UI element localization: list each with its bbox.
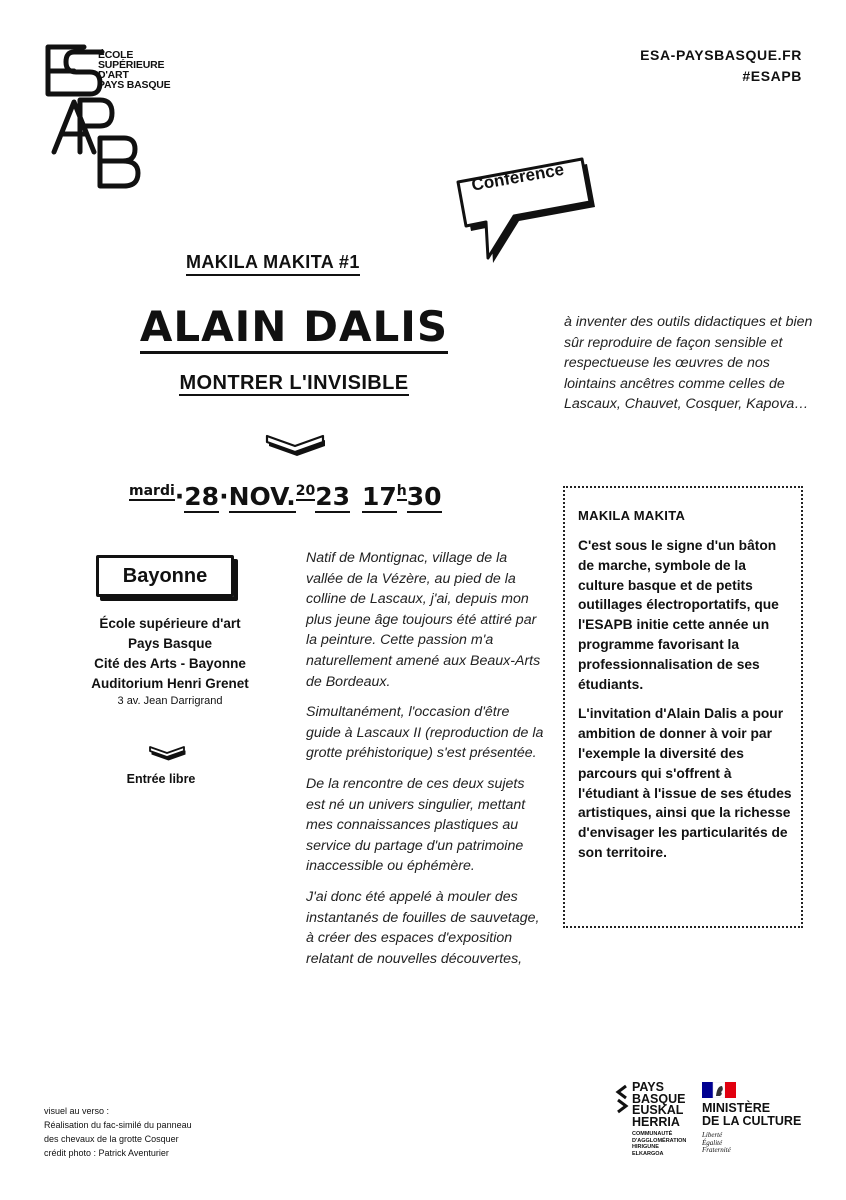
ministere-motto — [702, 1132, 731, 1155]
venue-line: Pays Basque — [127, 636, 213, 651]
date-month: NOV. — [228, 482, 296, 511]
program-title: MAKILA MAKITA — [578, 508, 686, 523]
credit-line: Réalisation du fac-similé du panneau — [44, 1120, 192, 1130]
talk-subtitle-text: MONTRER L'INVISIBLE — [179, 372, 409, 394]
school-name — [98, 50, 171, 90]
speaker-name — [124, 304, 464, 350]
partner-text: HERRIA — [632, 1114, 680, 1129]
time-hour: 17 — [361, 482, 397, 511]
time-separator: h — [396, 483, 407, 499]
partner-subtext: HIRIGUNE — [632, 1144, 659, 1150]
credit-line: visuel au verso : — [44, 1106, 110, 1116]
chevron-down-icon — [263, 432, 327, 458]
venue-line: Auditorium Henri Grenet — [91, 676, 249, 691]
partner-text: PAYS — [632, 1080, 664, 1094]
partner-text: MINISTÈRE — [702, 1101, 771, 1115]
partner-text: DE LA CULTURE — [702, 1113, 802, 1128]
motto-line: Fraternité — [702, 1146, 731, 1154]
motto-line: Égalité — [702, 1138, 723, 1147]
photo-credits — [44, 1104, 192, 1160]
website-link[interactable]: ESA-PAYSBASQUE.FR — [640, 47, 802, 63]
date-year-prefix: 20 — [295, 483, 316, 499]
program-description — [578, 536, 793, 873]
speaker-story — [306, 548, 544, 979]
school-name-line: PAYS BASQUE — [98, 79, 171, 91]
marianne-flag-icon — [702, 1082, 736, 1098]
story-paragraph: De la rencontre de ces deux sujets est né un univers singulier, mettant mes connaissances plastiques au service du partage d'un patrimoine inaccessible ou éphémère. — [306, 775, 526, 875]
partner-subtext: D'AGGLOMÉRATION — [632, 1137, 687, 1144]
story-paragraph: Simultanément, l'occasion d'être guide à Lascaux II (reproduction de la grotte préhistorique) s'est présentée. — [306, 704, 544, 762]
school-name-line: SUPÉRIEURE — [98, 59, 165, 71]
story-paragraph: J'ai donc été appelé à mouler des instantanés de fouilles de sauvetage, à créer des espaces d'exposition relatant de nouvelles découvertes, — [306, 888, 540, 967]
credit-line: crédit photo : Patrick Aventurier — [44, 1148, 169, 1158]
partner-subtext: ELKARGOA — [632, 1150, 664, 1157]
school-name-line: D'ART — [98, 69, 129, 81]
speaker-name-text: ALAIN DALIS — [140, 302, 448, 354]
header-links — [640, 45, 802, 87]
hashtag: #ESAPB — [742, 68, 802, 84]
ministere-logo-text — [702, 1102, 801, 1127]
city-badge: Bayonne — [96, 555, 234, 597]
venue-details — [60, 614, 280, 708]
date-year: 23 — [315, 482, 350, 511]
partner-text: BASQUE — [632, 1091, 686, 1106]
venue-line: Cité des Arts - Bayonne — [94, 656, 246, 671]
time-minutes: 30 — [406, 482, 442, 511]
entry-info: Entrée libre — [126, 772, 196, 786]
credit-line: des chevaux de la grotte Cosquer — [44, 1134, 179, 1144]
pays-basque-logo-icon — [614, 1084, 630, 1114]
partner-subtext: COMMUNAUTÉ — [632, 1131, 673, 1137]
program-paragraph: L'invitation d'Alain Dalis a pour ambition de donner à voir par l'exemple la diversité des parcours qui s'offrent à l'étudiant à l'issue de ses études artistiques, ainsi que la richesse d'envisager les particularités de son territoire. — [578, 706, 792, 860]
venue-line: École supérieure d'art — [99, 616, 241, 631]
program-paragraph: C'est sous le signe d'un bâton de marche, symbole de la culture basque et de petits outillages électroportatifs, que l'ESAPB initie cette année un programme favorisant la professionnalisation de ses étudiants. — [578, 538, 779, 692]
series-title: MAKILA MAKITA #1 — [186, 252, 360, 276]
school-name-line: ÉCOLE — [98, 49, 134, 61]
event-type-label: Conférence — [470, 159, 566, 195]
event-date: mardi·28·NOV.2023 17h30 — [129, 482, 442, 511]
date-day: 28 — [184, 482, 220, 511]
talk-subtitle — [124, 372, 464, 395]
motto-line: Liberté — [702, 1131, 723, 1139]
story-paragraph: Natif de Montignac, village de la vallée de la Vézère, au pied de la colline de Lascaux, j'ai, depuis mon plus jeune âge toujours été attiré par la peinture. Cette passion m'a naturellement amené aux Beaux-Arts de Bordeaux. — [306, 550, 541, 690]
pays-basque-logo-text — [632, 1082, 685, 1128]
venue-address: 3 av. Jean Darrigrand — [117, 695, 223, 707]
pays-basque-logo-subtitle — [632, 1131, 686, 1157]
story-continued: à inventer des outils didactiques et bien sûr reproduire de façon sensible et respectueuse les œuvres de nos lointains ancêtres comme celles de Lascaux, Chauvet, Cosquer, Kapova… — [564, 314, 813, 413]
chevron-down-icon — [147, 744, 187, 762]
date-weekday: mardi — [129, 483, 175, 499]
partner-text: EUSKAL — [632, 1103, 684, 1117]
